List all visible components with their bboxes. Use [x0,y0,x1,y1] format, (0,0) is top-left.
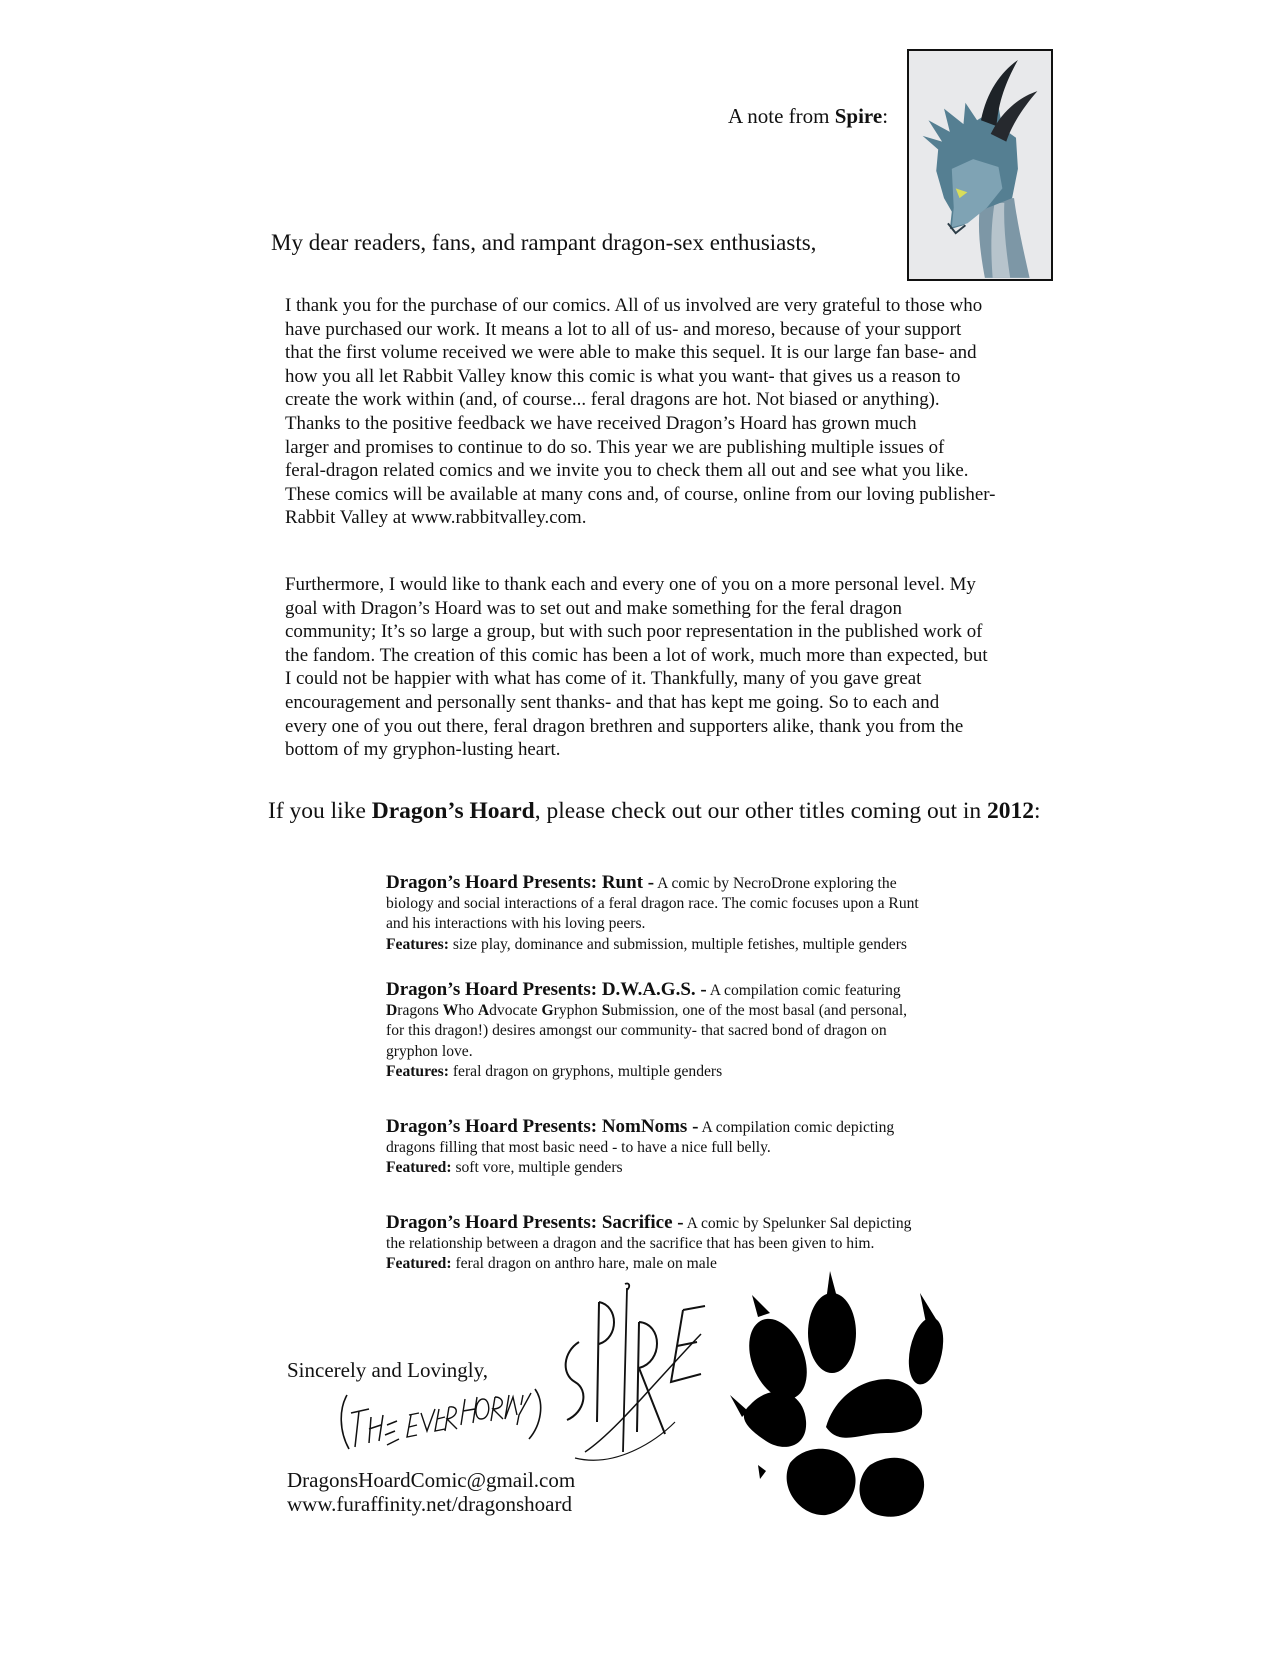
title-features [386,935,1046,955]
paragraph-line: every one of you out there, feral dragon brethren and supporters alike, thank you from the [285,715,964,737]
acronym-letter: W [442,1002,459,1020]
features-value: soft vore, multiple genders [451,1159,623,1177]
title-name: Dragon’s Hoard Presents: D.W.A.G.S. - [386,979,707,1000]
letter-paragraph-1 [285,294,1105,530]
acronym-rest: ho [458,1002,478,1020]
title-desc: A compilation comic depicting [698,1119,895,1136]
title-entry-nomnoms [386,1117,1046,1179]
note-author: Spire [834,104,883,128]
paragraph-line: that the first volume received we were able to make this sequel. It is our large fan base- and [285,342,977,364]
paragraph-line: have purchased our work. It means a lot to all of us- and moreso, because of your support [285,318,962,340]
title-first-line [386,873,1046,894]
paragraph-line: I thank you for the purchase of our comics. All of us involved are very grateful to those who [285,295,983,316]
cta-middle: , please check out our other titles coming out in [534,798,988,824]
acronym-rest: ragons [397,1002,443,1020]
title-desc-line: and his interactions with his loving peers. [386,915,646,933]
contact-email[interactable]: DragonsHoardComic@gmail.com [287,1468,576,1492]
paragraph-line: community; It’s so large a group, but with such poor representation in the published work of [285,621,983,643]
dragon-portrait-icon [909,51,1051,279]
letter-paragraph-2 [285,573,1105,762]
title-name: Dragon’s Hoard Presents: Runt - [386,872,655,893]
note-suffix: : [882,104,889,128]
spire-signature [555,1282,715,1482]
acronym-letter: D [386,1002,398,1020]
paragraph-line: the fandom. The creation of this comic has been a lot of work, much more than expected, but [285,644,988,666]
paragraph-line: how you all let Rabbit Valley know this comic is what you want- that gives us a reason to [285,365,961,387]
paragraph-line: Furthermore, I would like to thank each and every one of you on a more personal level. My [285,574,976,595]
note-heading [728,104,888,129]
features-value: feral dragon on anthro hare, male on male [451,1255,717,1273]
features-label: Features: [386,935,449,953]
cta-suffix: : [1034,798,1041,824]
title-features [386,1062,1046,1082]
title-entry-runt [386,873,1046,955]
title-desc: A comic by Spelunker Sal depicting [683,1215,912,1232]
paragraph-line: encouragement and personally sent thanks- and that has kept me going. So to each and [285,691,940,713]
features-value: feral dragon on gryphons, multiple genders [448,1062,723,1080]
paw-print-icon [730,1265,965,1525]
acronym-line [386,1001,1046,1021]
features-value: size play, dominance and submission, multiple fetishes, multiple genders [448,935,907,953]
acronym-rest: ubmission, one of the most basal (and personal, [610,1002,908,1020]
title-desc-line: for this dragon!) desires amongst our community- that sacred bond of dragon on [386,1022,887,1040]
title-desc: A comic by NecroDrone exploring the [654,875,897,892]
cta-year: 2012 [987,798,1035,824]
acronym-letter: G [541,1002,554,1020]
title-first-line [386,1213,1046,1234]
paragraph-line: larger and promises to continue to do so. This year we are publishing multiple issues of [285,436,945,458]
title-first-line [386,1117,1046,1138]
title-entry-dwags [386,980,1046,1082]
title-desc-line: gryphon love. [386,1042,473,1060]
acronym-rest: dvocate [489,1002,542,1020]
title-features [386,1158,1046,1178]
title-desc-line: dragons filling that most basic need - to have a nice full belly. [386,1139,771,1157]
title-first-line [386,980,1046,1001]
title-desc-line: the relationship between a dragon and the sacrifice that has been given to him. [386,1235,875,1253]
paragraph-line: I could not be happier with what has come of it. Thankfully, many of you gave great [285,668,922,690]
acronym-letter: S [601,1002,611,1020]
paragraph-line: Thanks to the positive feedback we have received Dragon’s Hoard has grown much [285,412,917,434]
closing-line: Sincerely and Lovingly, [287,1358,489,1382]
title-desc-line: biology and social interactions of a feral dragon race. The comic focuses upon a Runt [386,895,919,913]
acronym-rest: ryphon [553,1002,602,1020]
paragraph-line: goal with Dragon’s Hoard was to set out and make something for the feral dragon [285,597,902,619]
paragraph-line: These comics will be available at many cons and, of course, online from our loving publisher- [285,483,996,505]
cta-prefix: If you like [268,798,372,824]
paragraph-line: bottom of my gryphon-lusting heart. [285,739,561,761]
paragraph-line: feral-dragon related comics and we invite you to check them all out and see what you like. [285,460,969,482]
paragraph-line: create the work within (and, of course... feral dragons are hot. Not biased or anything). [285,389,940,411]
handwritten-tagline-signature [335,1385,545,1455]
acronym-letter: A [477,1002,490,1020]
salutation: My dear readers, fans, and rampant dragon-sex enthusiasts, [271,230,817,255]
contact-website[interactable]: www.furaffinity.net/dragonshoard [287,1492,572,1516]
features-label: Featured: [386,1255,452,1273]
title-name: Dragon’s Hoard Presents: Sacrifice - [386,1212,684,1233]
features-label: Features: [386,1062,449,1080]
paragraph-line: Rabbit Valley at www.rabbitvalley.com. [285,507,587,529]
features-label: Featured: [386,1159,452,1177]
dragon-portrait [907,49,1053,281]
titles-call-to-action [268,798,1041,825]
title-name: Dragon’s Hoard Presents: NomNoms - [386,1116,699,1137]
cta-series-title: Dragon’s Hoard [371,798,535,824]
note-prefix: A note from [728,104,835,128]
title-desc: A compilation comic featuring [706,982,901,999]
